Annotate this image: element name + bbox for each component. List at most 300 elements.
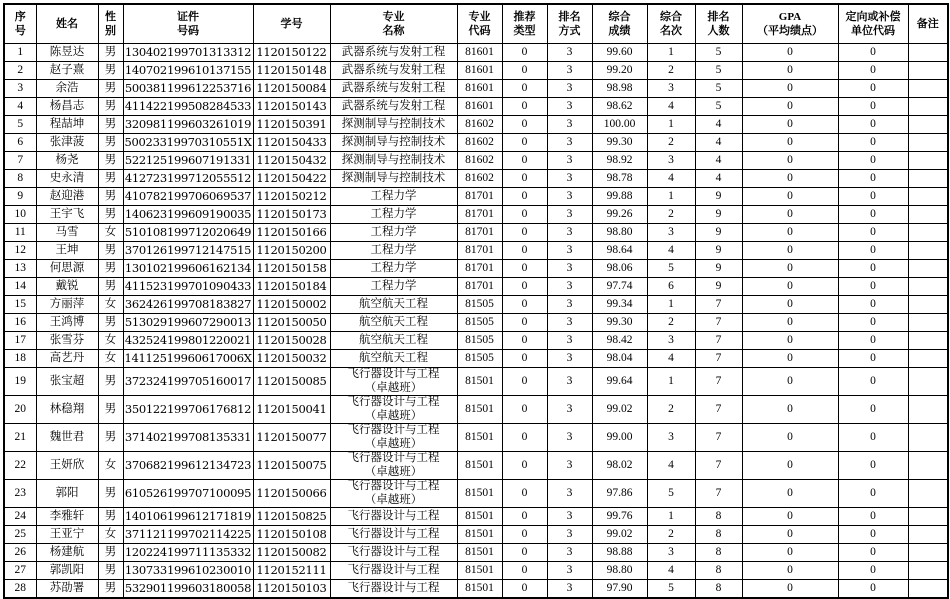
cell-gpa: 0 [742, 224, 838, 242]
cell-index: 24 [4, 508, 36, 526]
cell-rank-method: 3 [547, 526, 592, 544]
cell-rank: 4 [647, 98, 695, 116]
cell-rec-type: 0 [502, 134, 547, 152]
cell-major-code: 81505 [457, 332, 502, 350]
cell-gender: 男 [98, 188, 123, 206]
cell-unit-code: 0 [838, 242, 908, 260]
cell-rec-type: 0 [502, 242, 547, 260]
cell-score: 98.04 [592, 350, 647, 368]
cell-rank-method: 3 [547, 296, 592, 314]
cell-major-code: 81505 [457, 314, 502, 332]
cell-score: 97.90 [592, 580, 647, 599]
cell-major-code: 81501 [457, 544, 502, 562]
table-row [4, 206, 948, 224]
cell-major-code: 81501 [457, 452, 502, 480]
cell-major-code: 81602 [457, 116, 502, 134]
cell-gpa: 0 [742, 368, 838, 396]
cell-major-code: 81701 [457, 206, 502, 224]
cell-gender: 男 [98, 206, 123, 224]
cell-major-code: 81505 [457, 296, 502, 314]
cell-major-code: 81505 [457, 350, 502, 368]
cell-index: 19 [4, 368, 36, 396]
cell-rank-count: 8 [695, 508, 742, 526]
cell-gpa: 0 [742, 296, 838, 314]
cell-rank-method: 3 [547, 424, 592, 452]
cell-name: 赵迎港 [36, 188, 98, 206]
cell-gpa: 0 [742, 480, 838, 508]
cell-unit-code: 0 [838, 332, 908, 350]
cell-major-code: 81701 [457, 242, 502, 260]
cell-name: 方丽萍 [36, 296, 98, 314]
cell-rank: 3 [647, 424, 695, 452]
cell-id-number: 372324199705160017 [123, 368, 253, 396]
cell-rank-count: 5 [695, 80, 742, 98]
cell-major-code: 81501 [457, 424, 502, 452]
cell-rank: 6 [647, 278, 695, 296]
cell-rank-count: 9 [695, 224, 742, 242]
cell-score: 98.64 [592, 242, 647, 260]
table-row [4, 242, 948, 260]
cell-name: 王鸿博 [36, 314, 98, 332]
cell-id-number: 371402199708135331 [123, 424, 253, 452]
table-header [4, 4, 948, 44]
cell-gpa: 0 [742, 206, 838, 224]
cell-rank-method: 3 [547, 116, 592, 134]
cell-gender: 男 [98, 98, 123, 116]
cell-major-code: 81501 [457, 526, 502, 544]
cell-name: 林稳翔 [36, 396, 98, 424]
cell-score: 99.76 [592, 508, 647, 526]
cell-rank: 1 [647, 296, 695, 314]
cell-note [908, 62, 948, 80]
cell-unit-code: 0 [838, 314, 908, 332]
cell-major-name: 武器系统与发射工程 [330, 80, 457, 98]
cell-rank: 3 [647, 152, 695, 170]
cell-rec-type: 0 [502, 332, 547, 350]
cell-score: 99.02 [592, 526, 647, 544]
cell-rank-method: 3 [547, 314, 592, 332]
cell-major-name: 飞行器设计与工程 [330, 562, 457, 580]
cell-rank-method: 3 [547, 350, 592, 368]
cell-rank-count: 4 [695, 170, 742, 188]
cell-major-name: 航空航天工程 [330, 314, 457, 332]
cell-note [908, 580, 948, 599]
cell-score: 98.98 [592, 80, 647, 98]
cell-note [908, 396, 948, 424]
cell-major-code: 81501 [457, 580, 502, 599]
cell-unit-code: 0 [838, 424, 908, 452]
cell-name: 王宇飞 [36, 206, 98, 224]
cell-name: 张津菠 [36, 134, 98, 152]
cell-name: 魏世君 [36, 424, 98, 452]
cell-gender: 男 [98, 562, 123, 580]
cell-major-name: 武器系统与发射工程 [330, 98, 457, 116]
cell-rec-type: 0 [502, 396, 547, 424]
student-ranking-table [3, 3, 949, 599]
table-row [4, 224, 948, 242]
cell-major-code: 81501 [457, 480, 502, 508]
cell-index: 9 [4, 188, 36, 206]
cell-name: 史永清 [36, 170, 98, 188]
cell-gpa: 0 [742, 62, 838, 80]
cell-student-no: 1120150108 [253, 526, 330, 544]
cell-rank-count: 9 [695, 242, 742, 260]
cell-major-name: 飞行器设计与工程 （卓越班） [330, 424, 457, 452]
cell-rec-type: 0 [502, 206, 547, 224]
cell-unit-code: 0 [838, 44, 908, 62]
cell-id-number: 140702199610137155 [123, 62, 253, 80]
cell-unit-code: 0 [838, 170, 908, 188]
cell-rec-type: 0 [502, 350, 547, 368]
cell-score: 99.30 [592, 314, 647, 332]
cell-major-name: 航空航天工程 [330, 296, 457, 314]
cell-gender: 女 [98, 332, 123, 350]
column-header-gender: 性 别 [98, 4, 123, 44]
table-row [4, 480, 948, 508]
cell-note [908, 350, 948, 368]
cell-note [908, 314, 948, 332]
cell-major-name: 工程力学 [330, 188, 457, 206]
cell-name: 杨昌志 [36, 98, 98, 116]
cell-major-name: 飞行器设计与工程 [330, 580, 457, 599]
cell-rank-count: 8 [695, 580, 742, 599]
cell-rank-count: 7 [695, 424, 742, 452]
cell-score: 99.00 [592, 424, 647, 452]
cell-id-number: 513029199607290013 [123, 314, 253, 332]
cell-rec-type: 0 [502, 452, 547, 480]
cell-rank-count: 8 [695, 562, 742, 580]
cell-student-no: 1120150103 [253, 580, 330, 599]
cell-score: 98.06 [592, 260, 647, 278]
cell-score: 99.88 [592, 188, 647, 206]
cell-student-no: 1120150075 [253, 452, 330, 480]
cell-rank: 2 [647, 62, 695, 80]
cell-id-number: 411422199508284533 [123, 98, 253, 116]
cell-rank-count: 7 [695, 314, 742, 332]
cell-rank-count: 9 [695, 206, 742, 224]
cell-index: 1 [4, 44, 36, 62]
cell-rec-type: 0 [502, 508, 547, 526]
cell-unit-code: 0 [838, 452, 908, 480]
cell-rank: 2 [647, 134, 695, 152]
cell-gender: 女 [98, 224, 123, 242]
cell-id-number: 50023319970310551X [123, 134, 253, 152]
cell-id-number: 120224199711135332 [123, 544, 253, 562]
cell-index: 20 [4, 396, 36, 424]
table-row [4, 452, 948, 480]
cell-student-no: 1120150085 [253, 368, 330, 396]
cell-rank: 5 [647, 260, 695, 278]
cell-name: 高艺丹 [36, 350, 98, 368]
cell-gpa: 0 [742, 152, 838, 170]
cell-score: 99.64 [592, 368, 647, 396]
results-table-body [4, 44, 948, 599]
table-row [4, 152, 948, 170]
cell-major-code: 81501 [457, 508, 502, 526]
table-row [4, 368, 948, 396]
cell-score: 98.80 [592, 562, 647, 580]
cell-rank-count: 7 [695, 452, 742, 480]
cell-rec-type: 0 [502, 98, 547, 116]
cell-major-code: 81701 [457, 278, 502, 296]
cell-note [908, 562, 948, 580]
cell-student-no: 1120150825 [253, 508, 330, 526]
cell-name: 程喆坤 [36, 116, 98, 134]
cell-rec-type: 0 [502, 424, 547, 452]
cell-score: 99.30 [592, 134, 647, 152]
cell-rank-count: 5 [695, 44, 742, 62]
column-header-unit-code: 定向或补偿 单位代码 [838, 4, 908, 44]
table-row [4, 278, 948, 296]
cell-rank-method: 3 [547, 580, 592, 599]
cell-index: 15 [4, 296, 36, 314]
cell-gender: 男 [98, 278, 123, 296]
cell-major-name: 航空航天工程 [330, 332, 457, 350]
cell-major-code: 81501 [457, 368, 502, 396]
table-row [4, 44, 948, 62]
table-row [4, 526, 948, 544]
cell-major-code: 81701 [457, 224, 502, 242]
cell-gpa: 0 [742, 44, 838, 62]
cell-rank: 2 [647, 396, 695, 424]
cell-score: 99.34 [592, 296, 647, 314]
cell-major-code: 81501 [457, 562, 502, 580]
cell-major-name: 飞行器设计与工程 [330, 544, 457, 562]
cell-name: 张宝超 [36, 368, 98, 396]
cell-student-no: 1120150122 [253, 44, 330, 62]
cell-note [908, 368, 948, 396]
cell-rank-method: 3 [547, 396, 592, 424]
cell-unit-code: 0 [838, 278, 908, 296]
cell-major-name: 工程力学 [330, 260, 457, 278]
cell-rank: 3 [647, 332, 695, 350]
cell-score: 98.78 [592, 170, 647, 188]
cell-rank: 3 [647, 544, 695, 562]
cell-rec-type: 0 [502, 368, 547, 396]
cell-student-no: 1120150422 [253, 170, 330, 188]
cell-major-name: 飞行器设计与工程 [330, 526, 457, 544]
cell-rec-type: 0 [502, 278, 547, 296]
cell-id-number: 130102199606162134 [123, 260, 253, 278]
cell-unit-code: 0 [838, 62, 908, 80]
cell-index: 10 [4, 206, 36, 224]
table-row [4, 260, 948, 278]
cell-id-number: 130733199610230010 [123, 562, 253, 580]
cell-rec-type: 0 [502, 116, 547, 134]
cell-name: 郭阳 [36, 480, 98, 508]
cell-rec-type: 0 [502, 544, 547, 562]
cell-note [908, 452, 948, 480]
cell-gpa: 0 [742, 80, 838, 98]
cell-rank-method: 3 [547, 134, 592, 152]
cell-rank-count: 7 [695, 396, 742, 424]
cell-student-no: 1120150200 [253, 242, 330, 260]
cell-score: 100.00 [592, 116, 647, 134]
cell-student-no: 1120150148 [253, 62, 330, 80]
cell-major-name: 工程力学 [330, 242, 457, 260]
cell-unit-code: 0 [838, 562, 908, 580]
column-header-index: 序 号 [4, 4, 36, 44]
cell-rank: 3 [647, 80, 695, 98]
cell-rec-type: 0 [502, 44, 547, 62]
cell-note [908, 260, 948, 278]
cell-student-no: 1120150002 [253, 296, 330, 314]
cell-gender: 男 [98, 368, 123, 396]
cell-gpa: 0 [742, 508, 838, 526]
cell-major-name: 探测制导与控制技术 [330, 134, 457, 152]
column-header-rec-type: 推荐 类型 [502, 4, 547, 44]
cell-index: 21 [4, 424, 36, 452]
cell-rank-method: 3 [547, 480, 592, 508]
cell-unit-code: 0 [838, 368, 908, 396]
cell-major-code: 81601 [457, 44, 502, 62]
cell-name: 王坤 [36, 242, 98, 260]
cell-score: 97.86 [592, 480, 647, 508]
cell-unit-code: 0 [838, 508, 908, 526]
cell-gpa: 0 [742, 170, 838, 188]
cell-gpa: 0 [742, 134, 838, 152]
cell-gender: 男 [98, 260, 123, 278]
cell-gender: 男 [98, 242, 123, 260]
cell-name: 王亚宁 [36, 526, 98, 544]
cell-note [908, 206, 948, 224]
cell-gender: 男 [98, 62, 123, 80]
cell-major-code: 81601 [457, 98, 502, 116]
cell-index: 27 [4, 562, 36, 580]
student-ranking-document [3, 3, 947, 599]
cell-rank-count: 9 [695, 278, 742, 296]
cell-rank: 3 [647, 224, 695, 242]
cell-major-code: 81501 [457, 396, 502, 424]
cell-major-name: 飞行器设计与工程 （卓越班） [330, 396, 457, 424]
cell-rank: 4 [647, 170, 695, 188]
column-header-major-name: 专业 名称 [330, 4, 457, 44]
cell-rank-count: 7 [695, 296, 742, 314]
cell-student-no: 1120150212 [253, 188, 330, 206]
cell-gender: 男 [98, 170, 123, 188]
cell-rank-method: 3 [547, 242, 592, 260]
cell-rank: 1 [647, 116, 695, 134]
cell-index: 3 [4, 80, 36, 98]
cell-gpa: 0 [742, 452, 838, 480]
cell-name: 李雅轩 [36, 508, 98, 526]
cell-gender: 男 [98, 80, 123, 98]
cell-student-no: 1120150028 [253, 332, 330, 350]
cell-unit-code: 0 [838, 98, 908, 116]
cell-index: 22 [4, 452, 36, 480]
cell-unit-code: 0 [838, 526, 908, 544]
cell-rec-type: 0 [502, 480, 547, 508]
header-row [4, 4, 948, 44]
cell-id-number: 320981199603261019 [123, 116, 253, 134]
column-header-student-no: 学号 [253, 4, 330, 44]
cell-major-code: 81602 [457, 170, 502, 188]
cell-id-number: 522125199607191331 [123, 152, 253, 170]
cell-id-number: 14112519960617006X [123, 350, 253, 368]
cell-rank-method: 3 [547, 206, 592, 224]
table-row [4, 170, 948, 188]
cell-score: 98.62 [592, 98, 647, 116]
cell-student-no: 1120150158 [253, 260, 330, 278]
cell-unit-code: 0 [838, 544, 908, 562]
cell-id-number: 350122199706176812 [123, 396, 253, 424]
cell-major-name: 飞行器设计与工程 [330, 508, 457, 526]
cell-id-number: 432524199801220021 [123, 332, 253, 350]
table-row [4, 116, 948, 134]
cell-name: 张雪芬 [36, 332, 98, 350]
cell-student-no: 1120150084 [253, 80, 330, 98]
cell-rank-count: 4 [695, 116, 742, 134]
cell-gender: 男 [98, 424, 123, 452]
cell-rec-type: 0 [502, 224, 547, 242]
cell-major-name: 探测制导与控制技术 [330, 170, 457, 188]
cell-student-no: 1120150173 [253, 206, 330, 224]
cell-rank-method: 3 [547, 508, 592, 526]
table-row [4, 80, 948, 98]
cell-rank-count: 7 [695, 368, 742, 396]
cell-major-name: 工程力学 [330, 206, 457, 224]
column-header-score: 综合 成绩 [592, 4, 647, 44]
column-header-note: 备注 [908, 4, 948, 44]
cell-unit-code: 0 [838, 206, 908, 224]
cell-gender: 男 [98, 480, 123, 508]
cell-rank-method: 3 [547, 62, 592, 80]
cell-name: 马雪 [36, 224, 98, 242]
cell-gender: 男 [98, 116, 123, 134]
cell-gpa: 0 [742, 580, 838, 599]
cell-rank-method: 3 [547, 170, 592, 188]
cell-student-no: 1120150066 [253, 480, 330, 508]
cell-rec-type: 0 [502, 296, 547, 314]
cell-index: 14 [4, 278, 36, 296]
cell-rank-count: 4 [695, 152, 742, 170]
cell-gender: 男 [98, 580, 123, 599]
cell-unit-code: 0 [838, 260, 908, 278]
cell-score: 98.88 [592, 544, 647, 562]
cell-rank: 1 [647, 368, 695, 396]
cell-index: 4 [4, 98, 36, 116]
cell-gpa: 0 [742, 188, 838, 206]
cell-student-no: 1120152111 [253, 562, 330, 580]
cell-score: 98.42 [592, 332, 647, 350]
cell-student-no: 1120150433 [253, 134, 330, 152]
cell-rank-method: 3 [547, 224, 592, 242]
cell-major-name: 航空航天工程 [330, 350, 457, 368]
cell-unit-code: 0 [838, 116, 908, 134]
cell-index: 16 [4, 314, 36, 332]
cell-index: 7 [4, 152, 36, 170]
cell-gpa: 0 [742, 424, 838, 452]
cell-note [908, 44, 948, 62]
cell-rank-count: 7 [695, 350, 742, 368]
cell-gender: 男 [98, 314, 123, 332]
cell-score: 99.60 [592, 44, 647, 62]
cell-gender: 女 [98, 526, 123, 544]
cell-index: 26 [4, 544, 36, 562]
table-row [4, 296, 948, 314]
cell-rank-count: 7 [695, 332, 742, 350]
cell-gpa: 0 [742, 116, 838, 134]
cell-note [908, 134, 948, 152]
cell-name: 戴锐 [36, 278, 98, 296]
column-header-rank-count: 排名 人数 [695, 4, 742, 44]
cell-gender: 男 [98, 44, 123, 62]
column-header-gpa: GPA （平均绩点） [742, 4, 838, 44]
cell-rank-method: 3 [547, 332, 592, 350]
cell-rank-count: 7 [695, 480, 742, 508]
cell-student-no: 1120150082 [253, 544, 330, 562]
cell-id-number: 371121199702114225 [123, 526, 253, 544]
